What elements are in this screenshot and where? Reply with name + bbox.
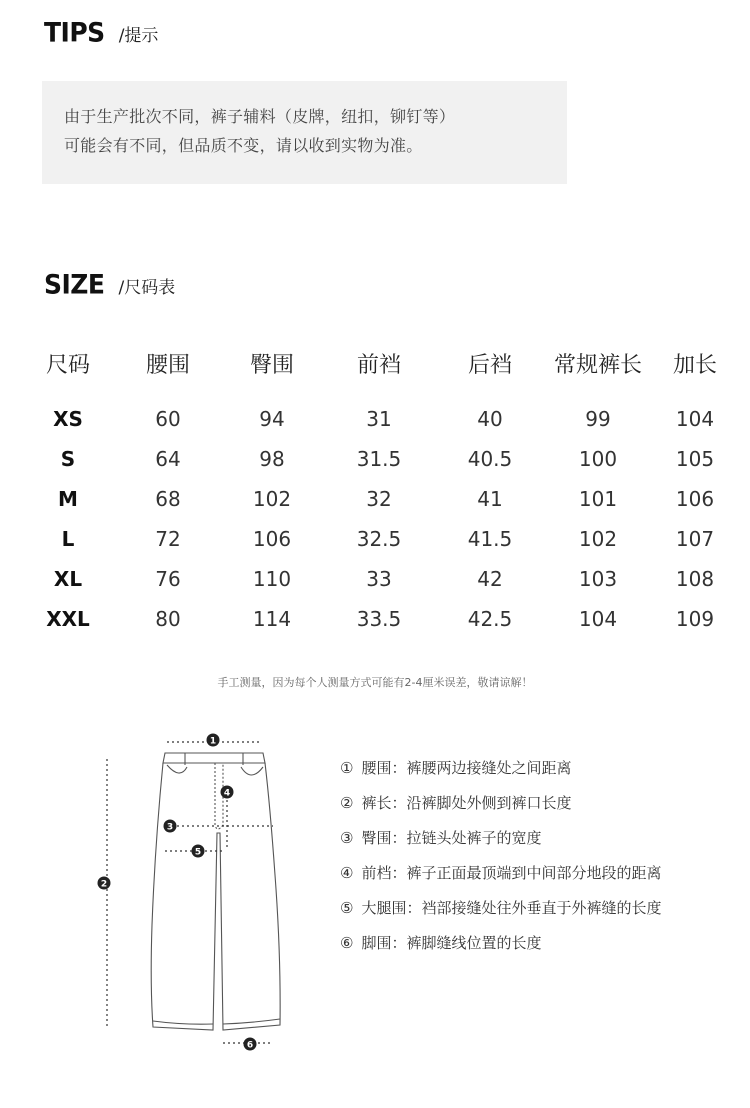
header-regular-length: 常规裤长 [553, 352, 642, 378]
measurement-note: 手工测量，因为每个人测量方式可能有2-4厘米误差，敬请谅解！ [217, 676, 533, 689]
header-hip: 臀围 [249, 352, 294, 378]
cell-front-rise: 32.5 [356, 527, 402, 551]
cell-waist: 64 [155, 447, 181, 471]
cell-regular-length: 102 [578, 527, 618, 551]
marker-2-label: 2 [100, 879, 108, 890]
legend-item [340, 820, 661, 855]
pants-diagram [95, 725, 295, 1060]
legend-text: 臀围：拉链头处裤子的宽度 [361, 829, 542, 847]
legend-number: ② [340, 793, 354, 812]
size-title-cn: /尺码表 [118, 278, 176, 298]
cell-back-rise: 41 [477, 487, 503, 511]
cell-size: XXL [46, 607, 90, 631]
cell-hip: 106 [252, 527, 292, 551]
size-heading [44, 270, 175, 299]
marker-6-label: 6 [246, 1040, 254, 1051]
cell-back-rise: 42.5 [467, 607, 513, 631]
cell-size: S [60, 447, 76, 471]
cell-waist: 80 [155, 607, 181, 631]
legend-number: ③ [340, 828, 354, 847]
size-title-en: SIZE [44, 269, 105, 300]
legend-number: ① [340, 758, 354, 777]
tips-title-en: TIPS [44, 17, 105, 48]
cell-long-length: 107 [675, 527, 715, 551]
cell-back-rise: 40.5 [467, 447, 513, 471]
tips-box [42, 81, 567, 184]
cell-size: L [61, 527, 75, 551]
marker-5-label: 5 [194, 847, 202, 858]
legend-number: ④ [340, 863, 354, 882]
cell-regular-length: 104 [578, 607, 618, 631]
cell-back-rise: 40 [477, 407, 503, 431]
table-row [20, 599, 740, 639]
legend-item [340, 890, 661, 925]
cell-regular-length: 101 [578, 487, 618, 511]
tips-heading [44, 18, 158, 47]
cell-front-rise: 32 [366, 487, 392, 511]
legend-item [340, 785, 661, 820]
cell-long-length: 106 [675, 487, 715, 511]
cell-size: XL [53, 567, 83, 591]
legend-text: 裤长：沿裤脚处外侧到裤口长度 [361, 794, 572, 812]
legend-item [340, 750, 661, 785]
legend-item [340, 855, 661, 890]
marker-1-label: 1 [209, 736, 217, 747]
cell-back-rise: 41.5 [467, 527, 513, 551]
table-header-row [20, 339, 740, 387]
cell-hip: 102 [252, 487, 292, 511]
legend-text: 前档：裤子正面最顶端到中间部分地段的距离 [361, 864, 662, 882]
cell-long-length: 105 [675, 447, 715, 471]
header-back-rise: 后裆 [467, 352, 512, 378]
header-front-rise: 前裆 [356, 352, 401, 378]
cell-waist: 72 [155, 527, 181, 551]
table-row [20, 387, 740, 439]
legend-number: ⑥ [340, 933, 354, 952]
marker-4-label: 4 [223, 788, 231, 799]
cell-regular-length: 103 [578, 567, 618, 591]
cell-front-rise: 31 [366, 407, 392, 431]
tips-line-1: 由于生产批次不同，裤子辅料（皮牌，纽扣，铆钉等） [64, 107, 456, 126]
cell-front-rise: 33.5 [356, 607, 402, 631]
cell-long-length: 108 [675, 567, 715, 591]
cell-regular-length: 100 [578, 447, 618, 471]
cell-hip: 110 [252, 567, 292, 591]
cell-regular-length: 99 [585, 407, 611, 431]
cell-front-rise: 33 [366, 567, 392, 591]
cell-waist: 68 [155, 487, 181, 511]
header-long-length: 加长 [672, 352, 717, 378]
cell-waist: 60 [155, 407, 181, 431]
tips-line-2: 可能会有不同，但品质不变，请以收到实物为准。 [64, 136, 423, 155]
legend-text: 腰围：裤腰两边接缝处之间距离 [361, 759, 572, 777]
cell-hip: 114 [252, 607, 292, 631]
cell-back-rise: 42 [477, 567, 503, 591]
cell-size: M [58, 487, 78, 511]
legend-number: ⑤ [340, 898, 354, 917]
legend-text: 大腿围：裆部接缝处往外垂直于外裤缝的长度 [361, 899, 662, 917]
table-row [20, 519, 740, 559]
legend-item [340, 925, 661, 960]
measurement-legend [340, 750, 661, 960]
header-size: 尺码 [45, 352, 90, 378]
table-row [20, 439, 740, 479]
cell-long-length: 104 [675, 407, 715, 431]
table-row [20, 559, 740, 599]
marker-3-label: 3 [166, 822, 174, 833]
cell-size: XS [53, 407, 83, 431]
tips-title-cn: /提示 [118, 26, 159, 46]
cell-waist: 76 [155, 567, 181, 591]
cell-long-length: 109 [675, 607, 715, 631]
size-table [20, 339, 740, 639]
cell-front-rise: 31.5 [356, 447, 402, 471]
cell-hip: 94 [259, 407, 285, 431]
header-waist: 腰围 [145, 352, 190, 378]
legend-text: 脚围：裤脚缝线位置的长度 [361, 934, 542, 952]
cell-hip: 98 [259, 447, 285, 471]
table-row [20, 479, 740, 519]
